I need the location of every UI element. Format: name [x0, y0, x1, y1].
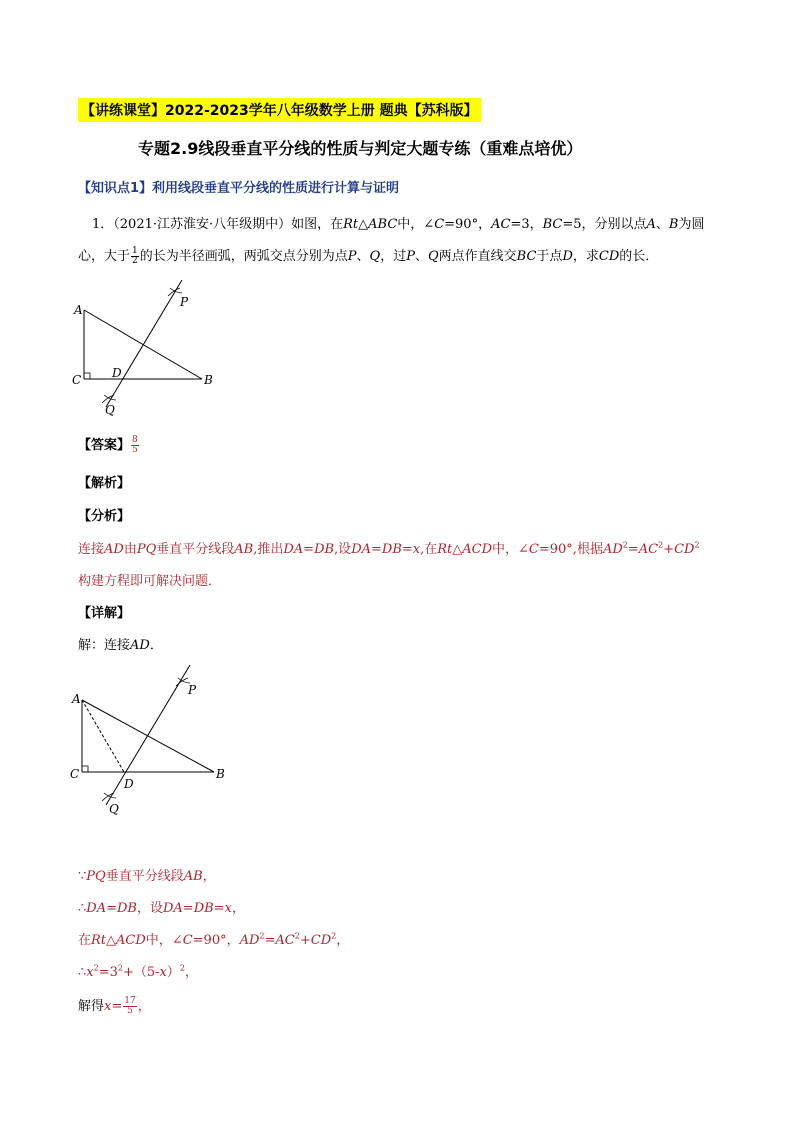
label-p: P: [188, 683, 197, 697]
segment-ad-dashed: [82, 700, 124, 772]
label-a: A: [72, 692, 81, 706]
label-q: Q: [109, 802, 119, 816]
knowledge-point-heading: 【知识点1】利用线段垂直平分线的性质进行计算与证明: [78, 181, 400, 196]
label-d: D: [124, 777, 134, 791]
problem-line-2: 心，大于 $\frac{1}{2}$ 的长为半径画弧，两弧交点分别为点P、Q，过P、Q两点作直线交BC于点D，求CD的长．: [78, 246, 659, 266]
fenxi-heading: 【分析】: [78, 509, 131, 524]
perpendicular-bisector-pq: [106, 280, 182, 407]
fraction-half: $\frac{1}{2}$: [132, 246, 138, 266]
label-c: C: [72, 373, 82, 387]
label-p: P: [180, 295, 189, 309]
solution-line-3: 在Rt△ACD中，∠C=90°，$AD^2=AC^2+CD^2$，: [78, 931, 350, 948]
solution-line-1: ∵PQ垂直平分线段AB，: [78, 869, 216, 884]
label-a: A: [74, 303, 83, 317]
label-b: B: [216, 767, 225, 781]
solution-line-4: $\therefore x^2=3^2+(5-x)^2$，: [78, 963, 199, 980]
label-c: C: [70, 767, 80, 781]
label-d: D: [112, 366, 122, 380]
arc-mark-p-2: [168, 288, 180, 296]
perpendicular-bisector-pq: [106, 665, 190, 805]
analysis-line-2: 构建方程即可解决问题．: [78, 574, 222, 589]
label-b: B: [204, 373, 213, 387]
result-fraction: $\frac{17}{5}$: [124, 996, 136, 1016]
analysis-line-1: 连接AD由PQ垂直平分线段AB,推出DA=DB,设DA=DB=x,在Rt△ACD中，∠C=90°,根据$AD^2=AC^2+CD^2$: [78, 540, 700, 557]
right-angle-mark: [84, 373, 90, 379]
figure-triangle-2: [62, 665, 242, 825]
page-title: 专题2.9线段垂直平分线的性质与判定大题专练（重难点培优）: [138, 139, 583, 158]
solution-line-5: 解得x= $\frac{17}{5}$ ，: [78, 996, 151, 1016]
solution-line-0: 解：连接AD．: [78, 638, 163, 653]
problem-line-1: 1．（2021·江苏淮安·八年级期中）如图，在Rt△ABC中，∠C=90°，AC=3，BC=5，分别以点A、B为圆: [92, 217, 705, 232]
answer-fraction: $\frac{8}{5}$: [132, 435, 138, 455]
answer-line: 【答案】 $\frac{8}{5}$: [78, 435, 138, 455]
detail-heading: 【详解】: [78, 606, 131, 621]
analysis-heading: 【解析】: [78, 476, 131, 491]
right-angle-mark: [82, 766, 88, 772]
segment-ab: [82, 700, 214, 772]
solution-line-2: ∴DA=DB，设DA=DB=x，: [78, 901, 245, 916]
header-banner: 【讲练课堂】2022-2023学年八年级数学上册 题典【苏科版】: [78, 98, 481, 122]
label-q: Q: [105, 403, 115, 417]
figure-triangle-1: [62, 280, 232, 420]
